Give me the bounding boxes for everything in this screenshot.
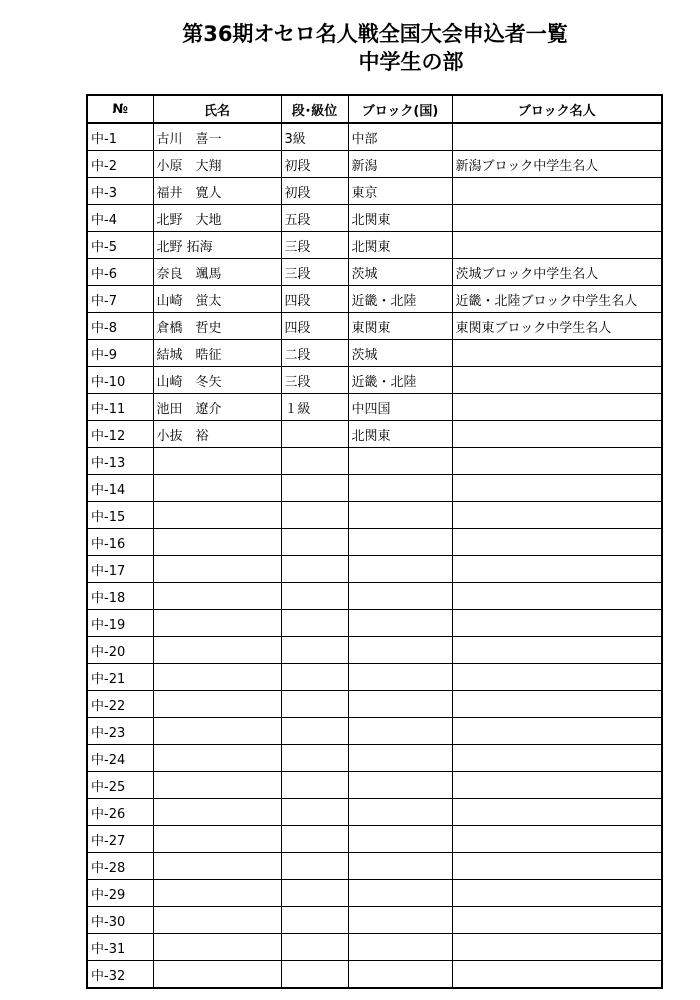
header-name: 氏名 [153, 95, 281, 123]
cell-rank: 五段 [281, 205, 348, 232]
table-row [87, 394, 662, 421]
table-row [87, 178, 662, 205]
cell-block [348, 610, 452, 637]
table-header [87, 95, 662, 123]
cell-no: 中-27 [87, 826, 153, 853]
cell-block: 北関東 [348, 205, 452, 232]
cell-rank [281, 799, 348, 826]
cell-name: 山崎 冬矢 [153, 367, 281, 394]
cell-block-master [452, 123, 662, 151]
cell-block [348, 583, 452, 610]
cell-no: 中-32 [87, 961, 153, 989]
table-row [87, 934, 662, 961]
cell-block-master [452, 475, 662, 502]
cell-name [153, 961, 281, 989]
cell-no: 中-12 [87, 421, 153, 448]
table-row [87, 286, 662, 313]
cell-rank [281, 529, 348, 556]
cell-block [348, 664, 452, 691]
cell-no: 中-15 [87, 502, 153, 529]
cell-block-master [452, 340, 662, 367]
cell-rank: 三段 [281, 232, 348, 259]
table-row [87, 448, 662, 475]
cell-block-master [452, 502, 662, 529]
cell-rank [281, 421, 348, 448]
table-body [87, 123, 662, 988]
cell-rank [281, 826, 348, 853]
table-row [87, 664, 662, 691]
cell-rank [281, 745, 348, 772]
cell-name: 倉橋 哲史 [153, 313, 281, 340]
cell-no: 中-5 [87, 232, 153, 259]
cell-name: 奈良 颯馬 [153, 259, 281, 286]
cell-block-master [452, 367, 662, 394]
header-no: № [87, 95, 153, 123]
cell-block-master [452, 718, 662, 745]
cell-rank [281, 475, 348, 502]
table-row [87, 691, 662, 718]
header-rank: 段･級位 [281, 95, 348, 123]
cell-no: 中-20 [87, 637, 153, 664]
cell-block [348, 637, 452, 664]
cell-block-master [452, 394, 662, 421]
cell-block [348, 502, 452, 529]
cell-no: 中-3 [87, 178, 153, 205]
table-row [87, 502, 662, 529]
cell-block [348, 772, 452, 799]
cell-block-master [452, 529, 662, 556]
cell-rank: 四段 [281, 286, 348, 313]
cell-block-master [452, 907, 662, 934]
cell-block: 北関東 [348, 232, 452, 259]
cell-block: 北関東 [348, 421, 452, 448]
cell-block [348, 799, 452, 826]
header-block-master: ブロック名人 [452, 95, 662, 123]
cell-rank [281, 907, 348, 934]
cell-block: 近畿・北陸 [348, 367, 452, 394]
table-row [87, 907, 662, 934]
cell-rank [281, 502, 348, 529]
table-row [87, 313, 662, 340]
cell-rank [281, 772, 348, 799]
cell-name: 山崎 蛍太 [153, 286, 281, 313]
cell-rank [281, 691, 348, 718]
cell-block-master [452, 232, 662, 259]
table-row [87, 151, 662, 178]
cell-block: 中四国 [348, 394, 452, 421]
table-row [87, 205, 662, 232]
cell-block-master: 茨城ブロック中学生名人 [452, 259, 662, 286]
cell-no: 中-23 [87, 718, 153, 745]
cell-block-master [452, 583, 662, 610]
table-row [87, 745, 662, 772]
cell-no: 中-24 [87, 745, 153, 772]
cell-name [153, 691, 281, 718]
cell-rank: 初段 [281, 178, 348, 205]
cell-no: 中-13 [87, 448, 153, 475]
cell-block: 中部 [348, 123, 452, 151]
cell-name: 北野 拓海 [153, 232, 281, 259]
table-row [87, 799, 662, 826]
cell-block-master [452, 934, 662, 961]
cell-rank [281, 610, 348, 637]
cell-name: 小抜 裕 [153, 421, 281, 448]
table-row [87, 232, 662, 259]
cell-name [153, 448, 281, 475]
cell-rank: 二段 [281, 340, 348, 367]
cell-name [153, 934, 281, 961]
cell-block: 茨城 [348, 340, 452, 367]
cell-name [153, 529, 281, 556]
cell-name [153, 502, 281, 529]
cell-no: 中-30 [87, 907, 153, 934]
cell-block [348, 880, 452, 907]
cell-block [348, 529, 452, 556]
cell-name [153, 610, 281, 637]
cell-block-master [452, 880, 662, 907]
cell-no: 中-28 [87, 853, 153, 880]
cell-rank: １級 [281, 394, 348, 421]
cell-block-master: 東関東ブロック中学生名人 [452, 313, 662, 340]
cell-block-master [452, 610, 662, 637]
table-row [87, 340, 662, 367]
cell-block [348, 934, 452, 961]
cell-block-master [452, 178, 662, 205]
cell-rank [281, 637, 348, 664]
cell-block: 新潟 [348, 151, 452, 178]
cell-rank [281, 718, 348, 745]
cell-block-master [452, 799, 662, 826]
page-title: 第36期オセロ名人戦全国大会申込者一覧 [182, 22, 568, 46]
table-row [87, 880, 662, 907]
header-block: ブロック(国) [348, 95, 452, 123]
cell-no: 中-14 [87, 475, 153, 502]
cell-block [348, 475, 452, 502]
cell-block [348, 745, 452, 772]
table-row [87, 826, 662, 853]
cell-block [348, 961, 452, 989]
cell-no: 中-29 [87, 880, 153, 907]
cell-rank [281, 961, 348, 989]
cell-block [348, 853, 452, 880]
cell-name: 池田 遼介 [153, 394, 281, 421]
cell-block-master [452, 448, 662, 475]
table-row [87, 259, 662, 286]
cell-block-master [452, 205, 662, 232]
cell-no: 中-9 [87, 340, 153, 367]
header-row [87, 95, 662, 123]
cell-rank [281, 853, 348, 880]
cell-block-master [452, 421, 662, 448]
cell-block-master [452, 853, 662, 880]
cell-block [348, 718, 452, 745]
table-row [87, 367, 662, 394]
cell-name: 福井 寛人 [153, 178, 281, 205]
table-row [87, 529, 662, 556]
cell-name: 小原 大翔 [153, 151, 281, 178]
cell-no: 中-21 [87, 664, 153, 691]
cell-name [153, 718, 281, 745]
cell-block-master: 近畿・北陸ブロック中学生名人 [452, 286, 662, 313]
cell-no: 中-26 [87, 799, 153, 826]
cell-block-master: 新潟ブロック中学生名人 [452, 151, 662, 178]
cell-rank [281, 448, 348, 475]
cell-block [348, 448, 452, 475]
table-row [87, 123, 662, 151]
cell-rank [281, 664, 348, 691]
table-row [87, 610, 662, 637]
cell-name [153, 745, 281, 772]
cell-block-master [452, 556, 662, 583]
cell-block-master [452, 772, 662, 799]
cell-no: 中-18 [87, 583, 153, 610]
cell-block [348, 556, 452, 583]
cell-no: 中-1 [87, 123, 153, 151]
cell-name [153, 826, 281, 853]
cell-no: 中-6 [87, 259, 153, 286]
cell-rank: 3級 [281, 123, 348, 151]
cell-block-master [452, 961, 662, 989]
table-row [87, 556, 662, 583]
cell-no: 中-22 [87, 691, 153, 718]
cell-block: 東関東 [348, 313, 452, 340]
cell-no: 中-10 [87, 367, 153, 394]
cell-block-master [452, 637, 662, 664]
cell-name: 古川 喜一 [153, 123, 281, 151]
table-row [87, 583, 662, 610]
table-row [87, 637, 662, 664]
cell-name [153, 907, 281, 934]
cell-block-master [452, 691, 662, 718]
cell-name [153, 664, 281, 691]
cell-no: 中-17 [87, 556, 153, 583]
cell-no: 中-31 [87, 934, 153, 961]
applicant-table [86, 94, 663, 989]
cell-no: 中-4 [87, 205, 153, 232]
cell-no: 中-11 [87, 394, 153, 421]
table-row [87, 772, 662, 799]
cell-block-master [452, 745, 662, 772]
cell-rank [281, 880, 348, 907]
cell-no: 中-16 [87, 529, 153, 556]
cell-name [153, 583, 281, 610]
cell-name [153, 880, 281, 907]
cell-block [348, 907, 452, 934]
table-row [87, 475, 662, 502]
cell-rank [281, 556, 348, 583]
table-row [87, 718, 662, 745]
cell-block-master [452, 826, 662, 853]
cell-name [153, 556, 281, 583]
cell-rank: 四段 [281, 313, 348, 340]
table-row [87, 961, 662, 989]
table-row [87, 853, 662, 880]
cell-name [153, 772, 281, 799]
cell-rank: 三段 [281, 259, 348, 286]
cell-rank: 初段 [281, 151, 348, 178]
cell-no: 中-25 [87, 772, 153, 799]
cell-rank [281, 583, 348, 610]
cell-block [348, 691, 452, 718]
cell-no: 中-7 [87, 286, 153, 313]
cell-name [153, 853, 281, 880]
cell-rank [281, 934, 348, 961]
table-row [87, 421, 662, 448]
cell-name [153, 475, 281, 502]
cell-name [153, 799, 281, 826]
cell-rank: 三段 [281, 367, 348, 394]
cell-name: 北野 大地 [153, 205, 281, 232]
cell-no: 中-8 [87, 313, 153, 340]
cell-block: 茨城 [348, 259, 452, 286]
cell-block-master [452, 664, 662, 691]
cell-no: 中-19 [87, 610, 153, 637]
cell-block: 東京 [348, 178, 452, 205]
cell-block [348, 826, 452, 853]
cell-block: 近畿・北陸 [348, 286, 452, 313]
page-subtitle: 中学生の部 [358, 50, 464, 74]
cell-name [153, 637, 281, 664]
cell-no: 中-2 [87, 151, 153, 178]
cell-name: 結城 晧征 [153, 340, 281, 367]
